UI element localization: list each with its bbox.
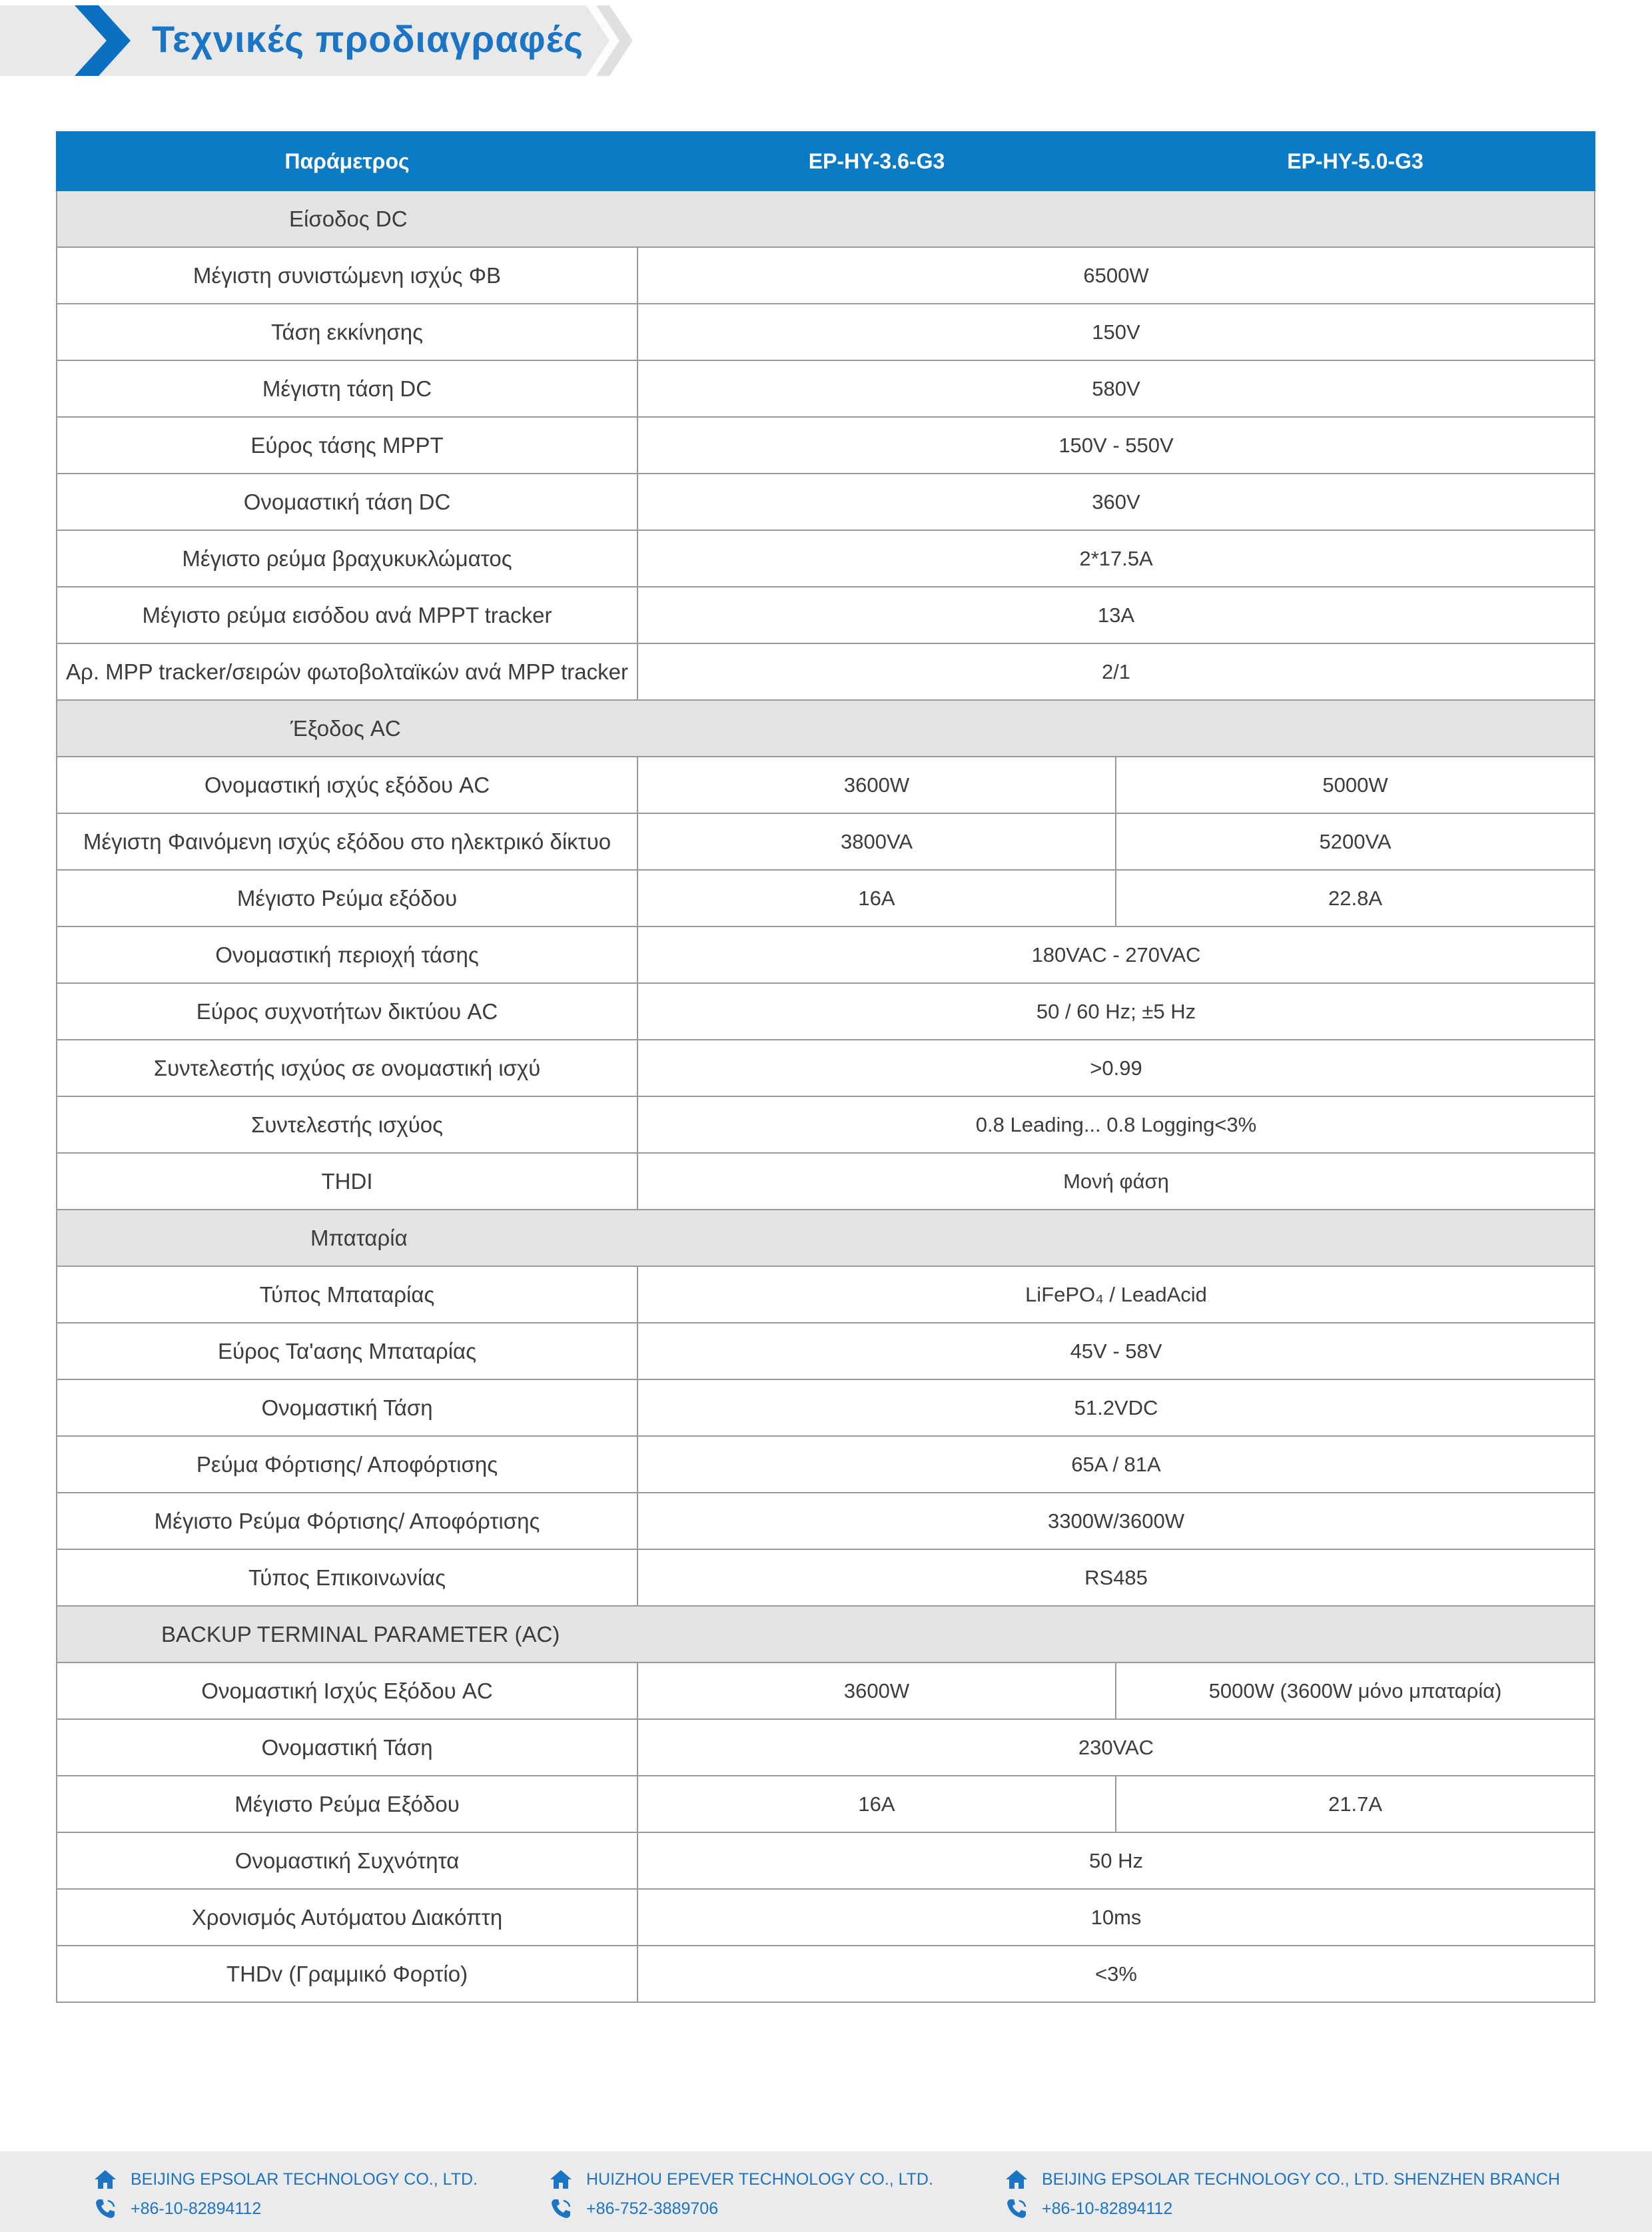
section-title — [57, 700, 1595, 757]
parameter-value: >0.99 — [637, 1040, 1595, 1096]
table-row — [57, 530, 1595, 587]
table-row — [57, 1493, 1595, 1549]
parameter-value: 150V - 550V — [637, 417, 1595, 474]
section-row — [57, 1606, 1595, 1663]
company-phone[interactable]: +86-10-82894112 — [1042, 2199, 1173, 2218]
parameter-value-model-2: 5200VA — [1116, 813, 1595, 870]
section-title — [57, 1606, 1595, 1663]
parameter-label: Μέγιστη συνιστώμενη ισχύς ΦΒ — [57, 247, 637, 304]
table-row — [57, 360, 1595, 417]
table-row — [57, 757, 1595, 813]
parameter-value: 0.8 Leading... 0.8 Logging<3% — [637, 1096, 1595, 1153]
parameter-value: 10ms — [637, 1889, 1595, 1946]
parameter-label: Μέγιστο Ρεύμα Φόρτισης/ Αποφόρτισης — [57, 1493, 637, 1549]
parameter-label: Ονομαστική τάση DC — [57, 474, 637, 530]
parameter-value: Μονή φάση — [637, 1153, 1595, 1210]
parameter-label: Συντελεστής ισχύος σε ονομαστική ισχύ — [57, 1040, 637, 1096]
parameter-value-model-1: 3800VA — [637, 813, 1116, 870]
section-row — [57, 1210, 1595, 1266]
table-row — [57, 1436, 1595, 1493]
table-row — [57, 304, 1595, 360]
company-name: BEIJING EPSOLAR TECHNOLOGY CO., LTD. SHENZHEN BRANCH — [1042, 2169, 1560, 2189]
parameter-value: 50 / 60 Hz; ±5 Hz — [637, 983, 1595, 1040]
parameter-value-model-1: 16A — [637, 870, 1116, 927]
table-row — [57, 927, 1595, 983]
home-icon — [549, 2167, 573, 2191]
parameter-value: 45V - 58V — [637, 1323, 1595, 1379]
parameter-value: 13A — [637, 587, 1595, 643]
company-phone[interactable]: +86-10-82894112 — [131, 2199, 262, 2218]
table-row — [57, 813, 1595, 870]
section-title-text: BACKUP TERMINAL PARAMETER (AC) — [161, 1621, 560, 1647]
spec-table — [56, 131, 1595, 2003]
parameter-value: 2*17.5A — [637, 530, 1595, 587]
parameter-label: Μέγιστη Φαινόμενη ισχύς εξόδου στο ηλεκτρικό δίκτυο — [57, 813, 637, 870]
company-name: BEIJING EPSOLAR TECHNOLOGY CO., LTD. — [131, 2169, 478, 2189]
home-icon — [1005, 2167, 1029, 2191]
parameter-label: Μέγιστο Ρεύμα εξόδου — [57, 870, 637, 927]
parameter-value: 50 Hz — [637, 1832, 1595, 1889]
parameter-value: 2/1 — [637, 643, 1595, 700]
table-row — [57, 1549, 1595, 1606]
parameter-label: Ονομαστική Συχνότητα — [57, 1832, 637, 1889]
parameter-value-model-2: 5000W — [1116, 757, 1595, 813]
table-row — [57, 1776, 1595, 1832]
footer-company-1 — [93, 2166, 478, 2225]
parameter-value-model-1: 3600W — [637, 757, 1116, 813]
section-row — [57, 700, 1595, 757]
footer-company-3 — [1005, 2166, 1560, 2225]
parameter-value-model-2: 21.7A — [1116, 1776, 1595, 1832]
parameter-label: Τύπος Μπαταρίας — [57, 1266, 637, 1323]
parameter-value-model-2: 5000W (3600W μόνο μπαταρία) — [1116, 1663, 1595, 1719]
spec-table-body — [57, 190, 1595, 2002]
parameter-label: Ρεύμα Φόρτισης/ Αποφόρτισης — [57, 1436, 637, 1493]
company-name: HUIZHOU EPEVER TECHNOLOGY CO., LTD. — [586, 2169, 933, 2189]
parameter-value: 580V — [637, 360, 1595, 417]
home-icon — [93, 2167, 117, 2191]
table-header-row — [57, 132, 1595, 190]
phone-icon — [549, 2197, 573, 2221]
parameter-value-model-2: 22.8A — [1116, 870, 1595, 927]
parameter-value: 180VAC - 270VAC — [637, 927, 1595, 983]
section-title — [57, 1210, 1595, 1266]
parameter-label: Μέγιστο Ρεύμα Εξόδου — [57, 1776, 637, 1832]
parameter-value: 360V — [637, 474, 1595, 530]
parameter-label: Χρονισμός Αυτόματου Διακόπτη — [57, 1889, 637, 1946]
parameter-value: 51.2VDC — [637, 1379, 1595, 1436]
parameter-label: Τάση εκκίνησης — [57, 304, 637, 360]
table-row — [57, 1040, 1595, 1096]
table-row — [57, 247, 1595, 304]
parameter-value: 230VAC — [637, 1719, 1595, 1776]
page-title: Τεχνικές προδιαγραφές — [152, 18, 584, 60]
table-row — [57, 417, 1595, 474]
section-row — [57, 190, 1595, 247]
parameter-value: 65A / 81A — [637, 1436, 1595, 1493]
table-row — [57, 1266, 1595, 1323]
parameter-label: Εύρος τάσης MPPT — [57, 417, 637, 474]
parameter-value: 3300W/3600W — [637, 1493, 1595, 1549]
parameter-label: Εύρος συχνοτήτων δικτύου AC — [57, 983, 637, 1040]
parameter-label: Ονομαστική Τάση — [57, 1719, 637, 1776]
footer-company-2 — [549, 2166, 933, 2225]
parameter-label: Αρ. MPP tracker/σειρών φωτοβολταϊκών ανά MPP tracker — [57, 643, 637, 700]
parameter-label: Ονομαστική περιοχή τάσης — [57, 927, 637, 983]
footer — [0, 2151, 1652, 2232]
parameter-label: Εύρος Τα'ασης Μπαταρίας — [57, 1323, 637, 1379]
table-row — [57, 1832, 1595, 1889]
table-row — [57, 587, 1595, 643]
section-title-text: Μπαταρία — [310, 1225, 408, 1250]
parameter-label: Μέγιστη τάση DC — [57, 360, 637, 417]
parameter-value: <3% — [637, 1946, 1595, 2002]
parameter-value: RS485 — [637, 1549, 1595, 1606]
table-row — [57, 1719, 1595, 1776]
column-header-model-2: EP-HY-5.0-G3 — [1116, 132, 1595, 190]
parameter-label: Συντελεστής ισχύος — [57, 1096, 637, 1153]
table-row — [57, 1379, 1595, 1436]
table-row — [57, 983, 1595, 1040]
table-row — [57, 1946, 1595, 2002]
parameter-value-model-1: 3600W — [637, 1663, 1116, 1719]
column-header-parameter: Παράμετρος — [57, 132, 637, 190]
table-row — [57, 1889, 1595, 1946]
parameter-label: THDv (Γραμμικό Φορτίο) — [57, 1946, 637, 2002]
parameter-value: 150V — [637, 304, 1595, 360]
phone-icon — [1005, 2197, 1029, 2221]
table-row — [57, 1096, 1595, 1153]
parameter-label: THDI — [57, 1153, 637, 1210]
parameter-value: 6500W — [637, 247, 1595, 304]
parameter-value-model-1: 16A — [637, 1776, 1116, 1832]
section-title — [57, 190, 1595, 247]
table-row — [57, 870, 1595, 927]
section-title-text: Έξοδος AC — [290, 715, 401, 741]
table-row — [57, 1153, 1595, 1210]
table-row — [57, 1323, 1595, 1379]
parameter-label: Μέγιστο ρεύμα εισόδου ανά MPPT tracker — [57, 587, 637, 643]
parameter-label: Ονομαστική Ισχύς Εξόδου AC — [57, 1663, 637, 1719]
phone-icon — [93, 2197, 117, 2221]
parameter-label: Ονομαστική ισχύς εξόδου AC — [57, 757, 637, 813]
parameter-label: Τύπος Επικοινωνίας — [57, 1549, 637, 1606]
parameter-label: Ονομαστική Τάση — [57, 1379, 637, 1436]
table-row — [57, 643, 1595, 700]
table-row — [57, 474, 1595, 530]
column-header-model-1: EP-HY-3.6-G3 — [637, 132, 1116, 190]
company-phone[interactable]: +86-752-3889706 — [586, 2199, 719, 2218]
header-banner — [0, 0, 639, 81]
section-title-text: Είσοδος DC — [289, 206, 408, 231]
parameter-label: Μέγιστο ρεύμα βραχυκυκλώματος — [57, 530, 637, 587]
table-row — [57, 1663, 1595, 1719]
parameter-value: LiFePO₄ / LeadAcid — [637, 1266, 1595, 1323]
